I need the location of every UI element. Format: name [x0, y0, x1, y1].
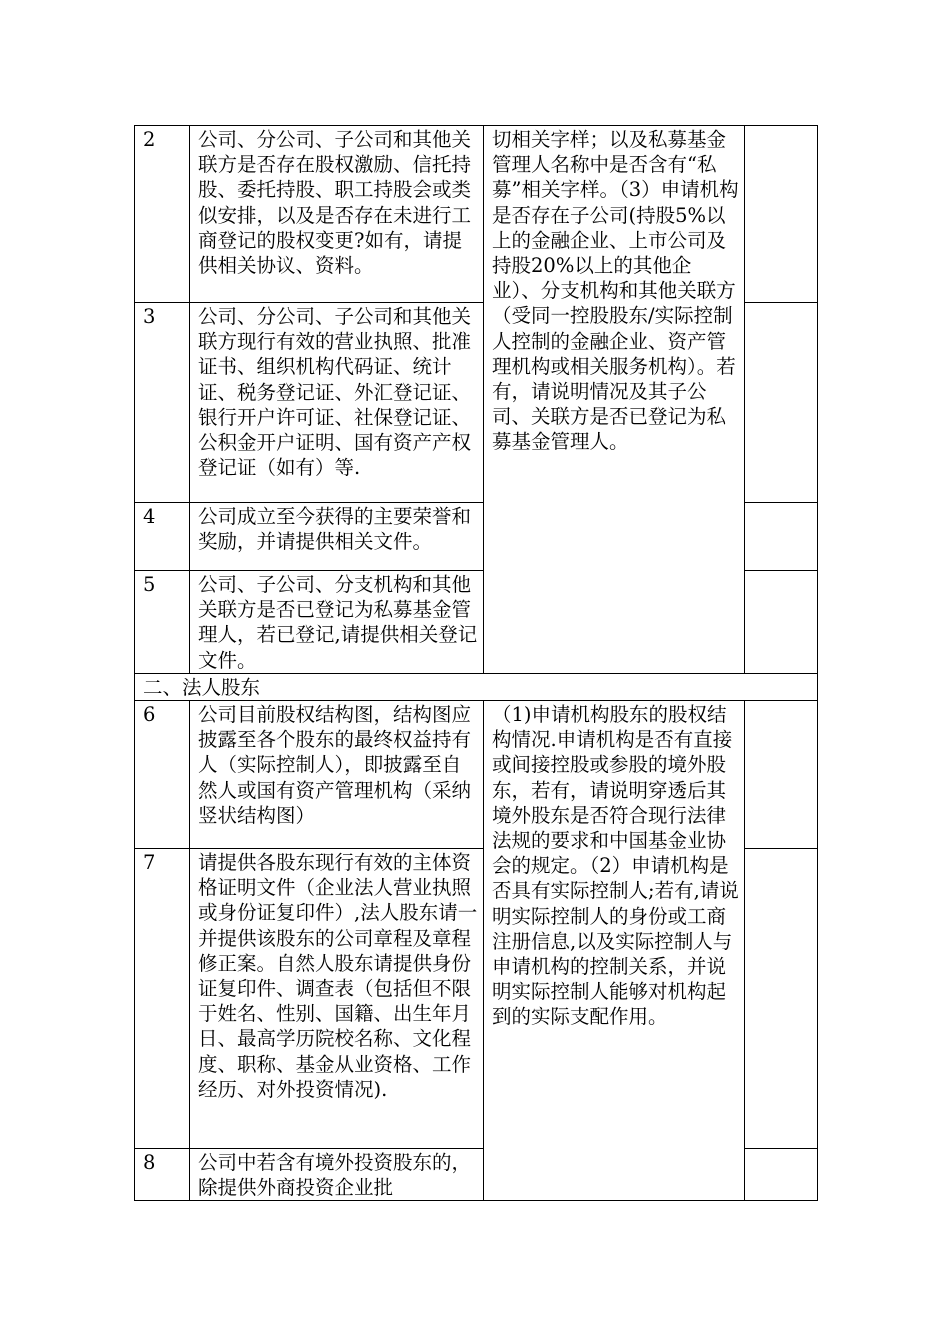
blank-cell — [745, 571, 818, 674]
row-number: 3 — [135, 303, 190, 503]
table-row — [135, 126, 818, 303]
blank-cell — [745, 503, 818, 571]
review-note: 切相关字样；以及私募基金管理人名称中是否含有“私募”相关字样。（3）申请机构是否存在子公司(持股5%以上的金融企业、上市公司及持股20%以上的其他企业）、分支机构和其他关联方（受同一控股股东/实际控制人控制的金融企业、资产管理机构或相关服务机构）。若有，请说明情况及其子公司、关联方是否已登记为私募基金管理人。 — [484, 126, 745, 674]
blank-cell — [745, 849, 818, 1149]
blank-cell — [745, 1149, 818, 1201]
row-number: 4 — [135, 503, 190, 571]
row-number: 8 — [135, 1149, 190, 1201]
row-number: 7 — [135, 849, 190, 1149]
row-description: 公司目前股权结构图，结构图应披露至各个股东的最终权益持有人（实际控制人），即披露至自然人或国有资产管理机构（采纳竖状结构图） — [190, 701, 484, 849]
section-heading: 二、法人股东 — [135, 673, 818, 700]
row-number: 6 — [135, 701, 190, 849]
row-description: 公司中若含有境外投资股东的，除提供外商投资企业批 — [190, 1149, 484, 1201]
row-description: 公司、分公司、子公司和其他关联方现行有效的营业执照、批准证书、组织机构代码证、统计证、税务登记证、外汇登记证、银行开户许可证、社保登记证、公积金开户证明、国有资产产权登记证（如有）等. — [190, 303, 484, 503]
row-description: 公司、子公司、分支机构和其他关联方是否已登记为私募基金管理人，若已登记,请提供相关登记文件。 — [190, 571, 484, 674]
due-diligence-table — [134, 125, 818, 1201]
blank-cell — [745, 126, 818, 303]
row-number: 2 — [135, 126, 190, 303]
section-row — [135, 673, 818, 700]
row-description: 公司、分公司、子公司和其他关联方是否存在股权激励、信托持股、委托持股、职工持股会或类似安排，以及是否存在未进行工商登记的股权变更?如有，请提供相关协议、资料。 — [190, 126, 484, 303]
blank-cell — [745, 303, 818, 503]
review-note: （1)申请机构股东的股权结构情况.申请机构是否有直接或间接控股或参股的境外股东，若有，请说明穿透后其境外股东是否符合现行法律法规的要求和中国基金业协会的规定。（2）申请机构是否具有实际控制人;若有,请说明实际控制人的身份或工商注册信息,以及实际控制人与申请机构的控制关系，并说明实际控制人能够对机构起到的实际支配作用。 — [484, 701, 745, 1201]
row-number: 5 — [135, 571, 190, 674]
row-description: 公司成立至今获得的主要荣誉和奖励，并请提供相关文件。 — [190, 503, 484, 571]
blank-cell — [745, 701, 818, 849]
row-description: 请提供各股东现行有效的主体资格证明文件（企业法人营业执照或身份证复印件）,法人股东请一并提供该股东的公司章程及章程修正案。自然人股东请提供身份证复印件、调查表（包括但不限于姓名、性别、国籍、出生年月日、最高学历院校名称、文化程度、职称、基金从业资格、工作经历、对外投资情况). — [190, 849, 484, 1149]
table-row — [135, 701, 818, 849]
